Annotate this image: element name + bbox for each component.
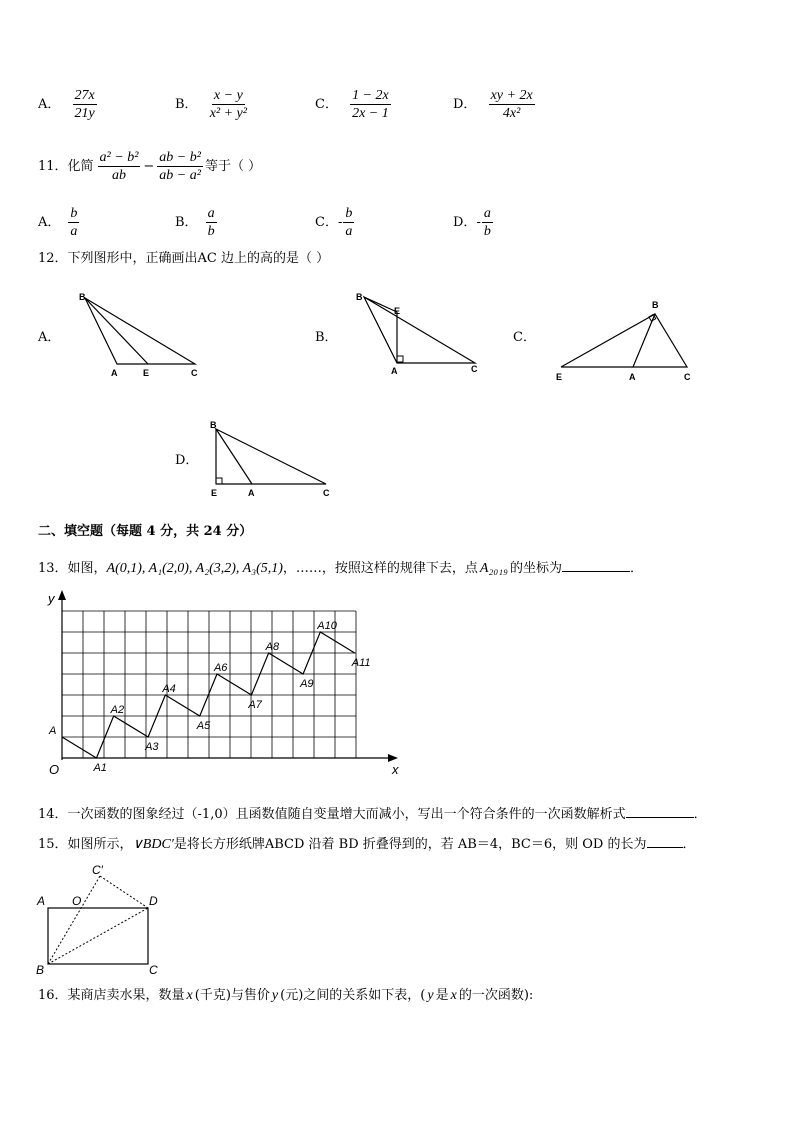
fraction-numerator: a² − b²	[99, 150, 139, 165]
q13-suffix: ，……，按照这样的规律下去，点	[282, 561, 478, 576]
q16-stem	[38, 988, 533, 1004]
vertex-label-a: A	[37, 894, 46, 908]
vertex-label-b: B	[79, 292, 86, 302]
q13-target-point: A₂₀₁₉	[479, 561, 508, 576]
vertex-label-e: E	[211, 488, 218, 498]
q11-suffix: 等于（ ）	[204, 158, 262, 174]
vertex-label-c: C	[149, 963, 158, 976]
q13-coordinate-graph	[40, 588, 410, 780]
point-label-o: O	[72, 894, 82, 908]
q11-option-b	[175, 206, 217, 239]
option-label: A．	[38, 214, 61, 230]
segment-be	[85, 298, 148, 364]
fraction-numerator: ab − b²	[159, 150, 201, 165]
fraction-denominator: b	[207, 224, 215, 239]
folded-edge-bc	[48, 876, 100, 964]
triangle-abc	[216, 429, 326, 484]
q11-prefix: 11．化简	[38, 158, 94, 174]
q12-option-c-label: C．	[513, 330, 536, 345]
q14-text: 14．一次函数的图象经过（-1,0）且函数值随自变量增大而减小，写出一个符合条件的一次函数解析式	[38, 807, 626, 822]
q12-stem: 12．下列图形中，正确画出AC 边上的高的是（ ）	[38, 251, 330, 266]
q10-option-d	[453, 88, 535, 121]
vertex-label-c: C	[323, 488, 330, 498]
q12-option-b-label: B．	[315, 330, 338, 345]
option-label: B．	[175, 214, 198, 230]
option-label: D．	[453, 97, 477, 112]
origin-label: O	[49, 762, 60, 777]
point-label: A1	[93, 762, 107, 774]
x-axis-arrow	[388, 754, 398, 762]
fraction-numerator: 27x	[74, 88, 95, 103]
fraction-numerator: a	[207, 206, 215, 221]
q16-text-5: 的一次函数):	[458, 988, 534, 1003]
fraction-denominator: ab	[111, 168, 126, 183]
fraction-numerator: b	[345, 206, 353, 221]
vertex-label-c: C	[684, 372, 691, 382]
y-axis-arrow	[58, 590, 66, 600]
fraction-numerator: x − y	[213, 88, 243, 103]
point-label: A7	[248, 699, 262, 711]
folded-edge-cd	[100, 876, 148, 908]
vertex-label-a: A	[391, 366, 398, 376]
option-label: B．	[175, 97, 198, 112]
right-angle-mark	[216, 478, 222, 484]
q12-figure-c	[550, 296, 705, 388]
option-label: D．	[453, 214, 477, 230]
q10-option-a	[38, 88, 97, 121]
fraction-denominator: 4x²	[502, 106, 521, 121]
q12-option-d-label: D．	[175, 453, 199, 468]
option-label: C．	[315, 97, 338, 112]
vertex-label-a: A	[111, 368, 118, 378]
vertex-label-e: E	[143, 368, 150, 378]
option-sign: -	[476, 214, 481, 230]
q12-figure-a	[70, 288, 210, 382]
triangle-abc	[85, 298, 195, 364]
q13-end: ．	[629, 561, 643, 576]
q16-text-3: (元)之间的关系如下表，(	[280, 988, 426, 1003]
answer-blank	[562, 557, 630, 572]
height-line-be	[561, 314, 655, 367]
q15-end: ．	[682, 837, 696, 852]
q12-figure-d	[205, 416, 340, 500]
fraction-denominator: 21y	[74, 106, 95, 121]
q11-option-d	[453, 206, 493, 239]
q16-text-4: 是	[435, 988, 449, 1003]
point-label: A9	[300, 678, 314, 690]
vertex-label-c: C	[191, 368, 198, 378]
q16-text-2: (千克)与售价	[194, 988, 270, 1003]
diagonal-bd	[48, 908, 148, 964]
point-label: A5	[196, 720, 211, 732]
answer-blank	[626, 803, 694, 818]
vertex-label-b: B	[210, 420, 217, 430]
q11-stem	[38, 150, 261, 183]
answer-blank	[647, 833, 683, 848]
q15-stem	[38, 833, 696, 853]
fraction-denominator: x² + y²	[209, 106, 247, 121]
vertex-label-b: B	[652, 300, 659, 310]
q14-end: ．	[693, 807, 707, 822]
fraction-numerator: xy + 2x	[490, 88, 533, 103]
option-label: A．	[38, 97, 61, 112]
q10-option-b	[175, 88, 249, 121]
q13-prefix: 13．如图，	[38, 561, 107, 576]
fraction-denominator: b	[483, 224, 491, 239]
q12-figure-b	[350, 288, 490, 382]
segment-be	[364, 297, 397, 312]
fraction-numerator: 1 − 2x	[352, 88, 389, 103]
fraction-denominator: 2x − 1	[352, 106, 389, 121]
q15-rectangle-figure	[32, 858, 172, 976]
q13-stem	[38, 557, 643, 577]
point-label: A3	[145, 741, 159, 753]
point-label: A6	[213, 662, 228, 674]
point-label: A4	[162, 683, 176, 695]
point-label: A10	[317, 620, 337, 632]
var-x: x	[186, 988, 193, 1003]
fraction-numerator: b	[70, 206, 78, 221]
point-label: A8	[265, 641, 280, 653]
q10-option-c	[315, 88, 391, 121]
q15-text2: 是将长方形纸牌ABCD 沿着 BD 折叠得到的，若 AB＝4，BC＝6，则 OD 的长为	[173, 837, 647, 852]
right-angle-mark	[397, 356, 403, 362]
fraction-denominator: ab − a²	[159, 168, 201, 183]
vertex-label-a: A	[629, 372, 636, 382]
vertex-label-a: A	[248, 488, 255, 498]
var-y: y	[271, 988, 279, 1003]
option-sign: -	[337, 214, 343, 230]
vertex-label-b: B	[36, 963, 45, 976]
q11-option-c	[315, 206, 354, 239]
q14-stem	[38, 803, 707, 823]
option-label: C．	[315, 214, 338, 230]
q15-text: 15．如图所示，	[38, 837, 133, 852]
q16-text-1: 16．某商店卖水果，数量	[38, 988, 185, 1003]
q13-suffix2: 的坐标为	[509, 561, 562, 576]
vertex-label-b: B	[356, 292, 363, 302]
vertex-label-e: E	[556, 372, 563, 382]
minus-sign: −	[143, 158, 155, 174]
q12-option-a-label: A．	[38, 330, 61, 345]
var-y: y	[427, 988, 434, 1003]
vertex-label-d: D	[149, 894, 158, 908]
point-label: A2	[110, 704, 125, 716]
section-title: 二、填空题（每题 4 分，共 24 分）	[38, 524, 253, 539]
q11-option-a	[38, 206, 79, 239]
var-x: x	[450, 988, 457, 1003]
triangle-abc	[364, 297, 475, 363]
y-axis-label: y	[48, 591, 55, 606]
point-label: A11	[351, 657, 371, 669]
vertex-label-c: C	[471, 364, 478, 374]
q15-triangle: ∨BDC′	[132, 837, 174, 852]
fraction-denominator: a	[345, 224, 353, 239]
fraction-denominator: a	[70, 224, 78, 239]
q13-points: A(0,1), A₁(2,0), A₂(3,2), A₃(5,1)	[106, 561, 283, 576]
fraction-numerator: a	[483, 206, 491, 221]
x-axis-label: x	[392, 762, 399, 777]
vertex-label-c-prime: C′	[92, 863, 103, 877]
vertex-label-e: E	[394, 306, 401, 316]
point-label: A	[49, 725, 57, 737]
